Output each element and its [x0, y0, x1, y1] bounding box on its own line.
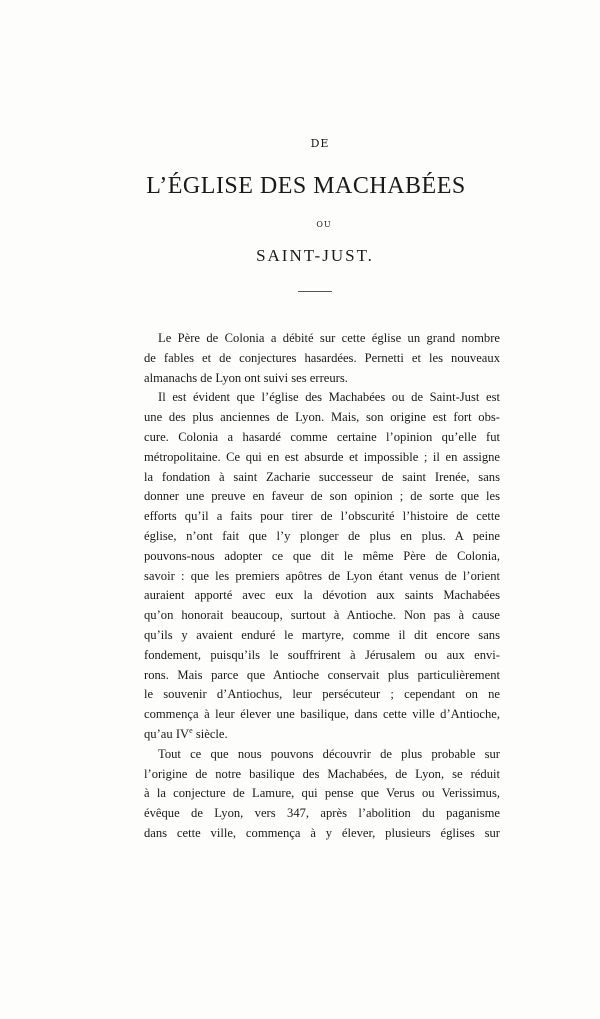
- heading-de: DE: [310, 137, 330, 150]
- text-line: donner une preuve en faveur de son opinion ; de sorte que les: [144, 489, 500, 504]
- text-fragment: qu’au IV: [144, 726, 190, 741]
- chapter-subtitle: SAINT-JUST.: [256, 246, 374, 265]
- heading-ou: OU: [316, 220, 332, 229]
- text-line: dans cette ville, commença à y élever, plusieurs églises sur: [144, 825, 500, 840]
- text-line: à la conjecture de Lamure, qui pense que Verus ou Verissimus,: [144, 786, 500, 801]
- text-line: qu’on honorait beaucoup, surtout à Antioche. Non pas à cause: [144, 608, 500, 623]
- text-line: l’origine de notre basilique des Machabées, de Lyon, se réduit: [144, 766, 500, 781]
- text-line: fondement, puisqu’ils le souffrirent à Jérusalem ou aux envi-: [144, 647, 500, 662]
- text-line: métropolitaine. Ce qui en est absurde et impossible ; il en assigne: [144, 449, 500, 464]
- text-fragment: siècle.: [192, 726, 228, 741]
- text-line: la fondation à saint Zacharie successeur de saint Irenée, sans: [144, 469, 500, 484]
- text-line: le souvenir d’Antiochus, leur persécuteur ; cependant on ne: [144, 687, 500, 702]
- text-line: efforts qu’il a faits pour tirer de l’obscurité l’histoire de cette: [144, 509, 500, 524]
- superscript: e: [189, 725, 193, 735]
- body-text: [144, 329, 500, 844]
- text-line: évêque de Lyon, vers 347, après l’abolition du paganisme: [144, 806, 500, 821]
- text-line: église, n’ont fait que l’y plonger de plus en plus. A peine: [144, 528, 500, 543]
- text-line: Le Père de Colonia a débité sur cette église un grand nombre: [158, 331, 500, 345]
- chapter-title: L’ÉGLISE DES MACHABÉES: [146, 173, 466, 199]
- text-line: auraient apporté avec eux la dévotion aux saints Machabées: [144, 588, 500, 603]
- text-line: rons. Mais parce que Antioche conservait plus particulièrement: [144, 667, 500, 682]
- text-line: almanachs de Lyon ont suivi ses erreurs.: [144, 370, 348, 385]
- section-divider: [298, 291, 332, 292]
- text-line: [144, 725, 500, 745]
- text-line: pouvons-nous adopter ce que dit le même Père de Colonia,: [144, 548, 500, 563]
- text-line: savoir : que les premiers apôtres de Lyon étant venus de l’orient: [144, 568, 500, 583]
- text-line: de fables et de conjectures hasardées. Pernetti et les nouveaux: [144, 350, 500, 365]
- text-line: une des plus anciennes de Lyon. Mais, son origine est fort obs-: [144, 410, 500, 425]
- text-line: cure. Colonia a hasardé comme certaine l’opinion qu’elle fut: [144, 429, 500, 444]
- text-line: Il est évident que l’église des Machabées ou de Saint-Just est: [158, 390, 500, 405]
- text-line: commença à leur élever une basilique, dans cette ville d’Antioche,: [144, 707, 500, 722]
- text-line: Tout ce que nous pouvons découvrir de plus probable sur: [158, 746, 500, 761]
- text-line: qu’ils y avaient enduré le martyre, comme il dit encore sans: [144, 627, 500, 642]
